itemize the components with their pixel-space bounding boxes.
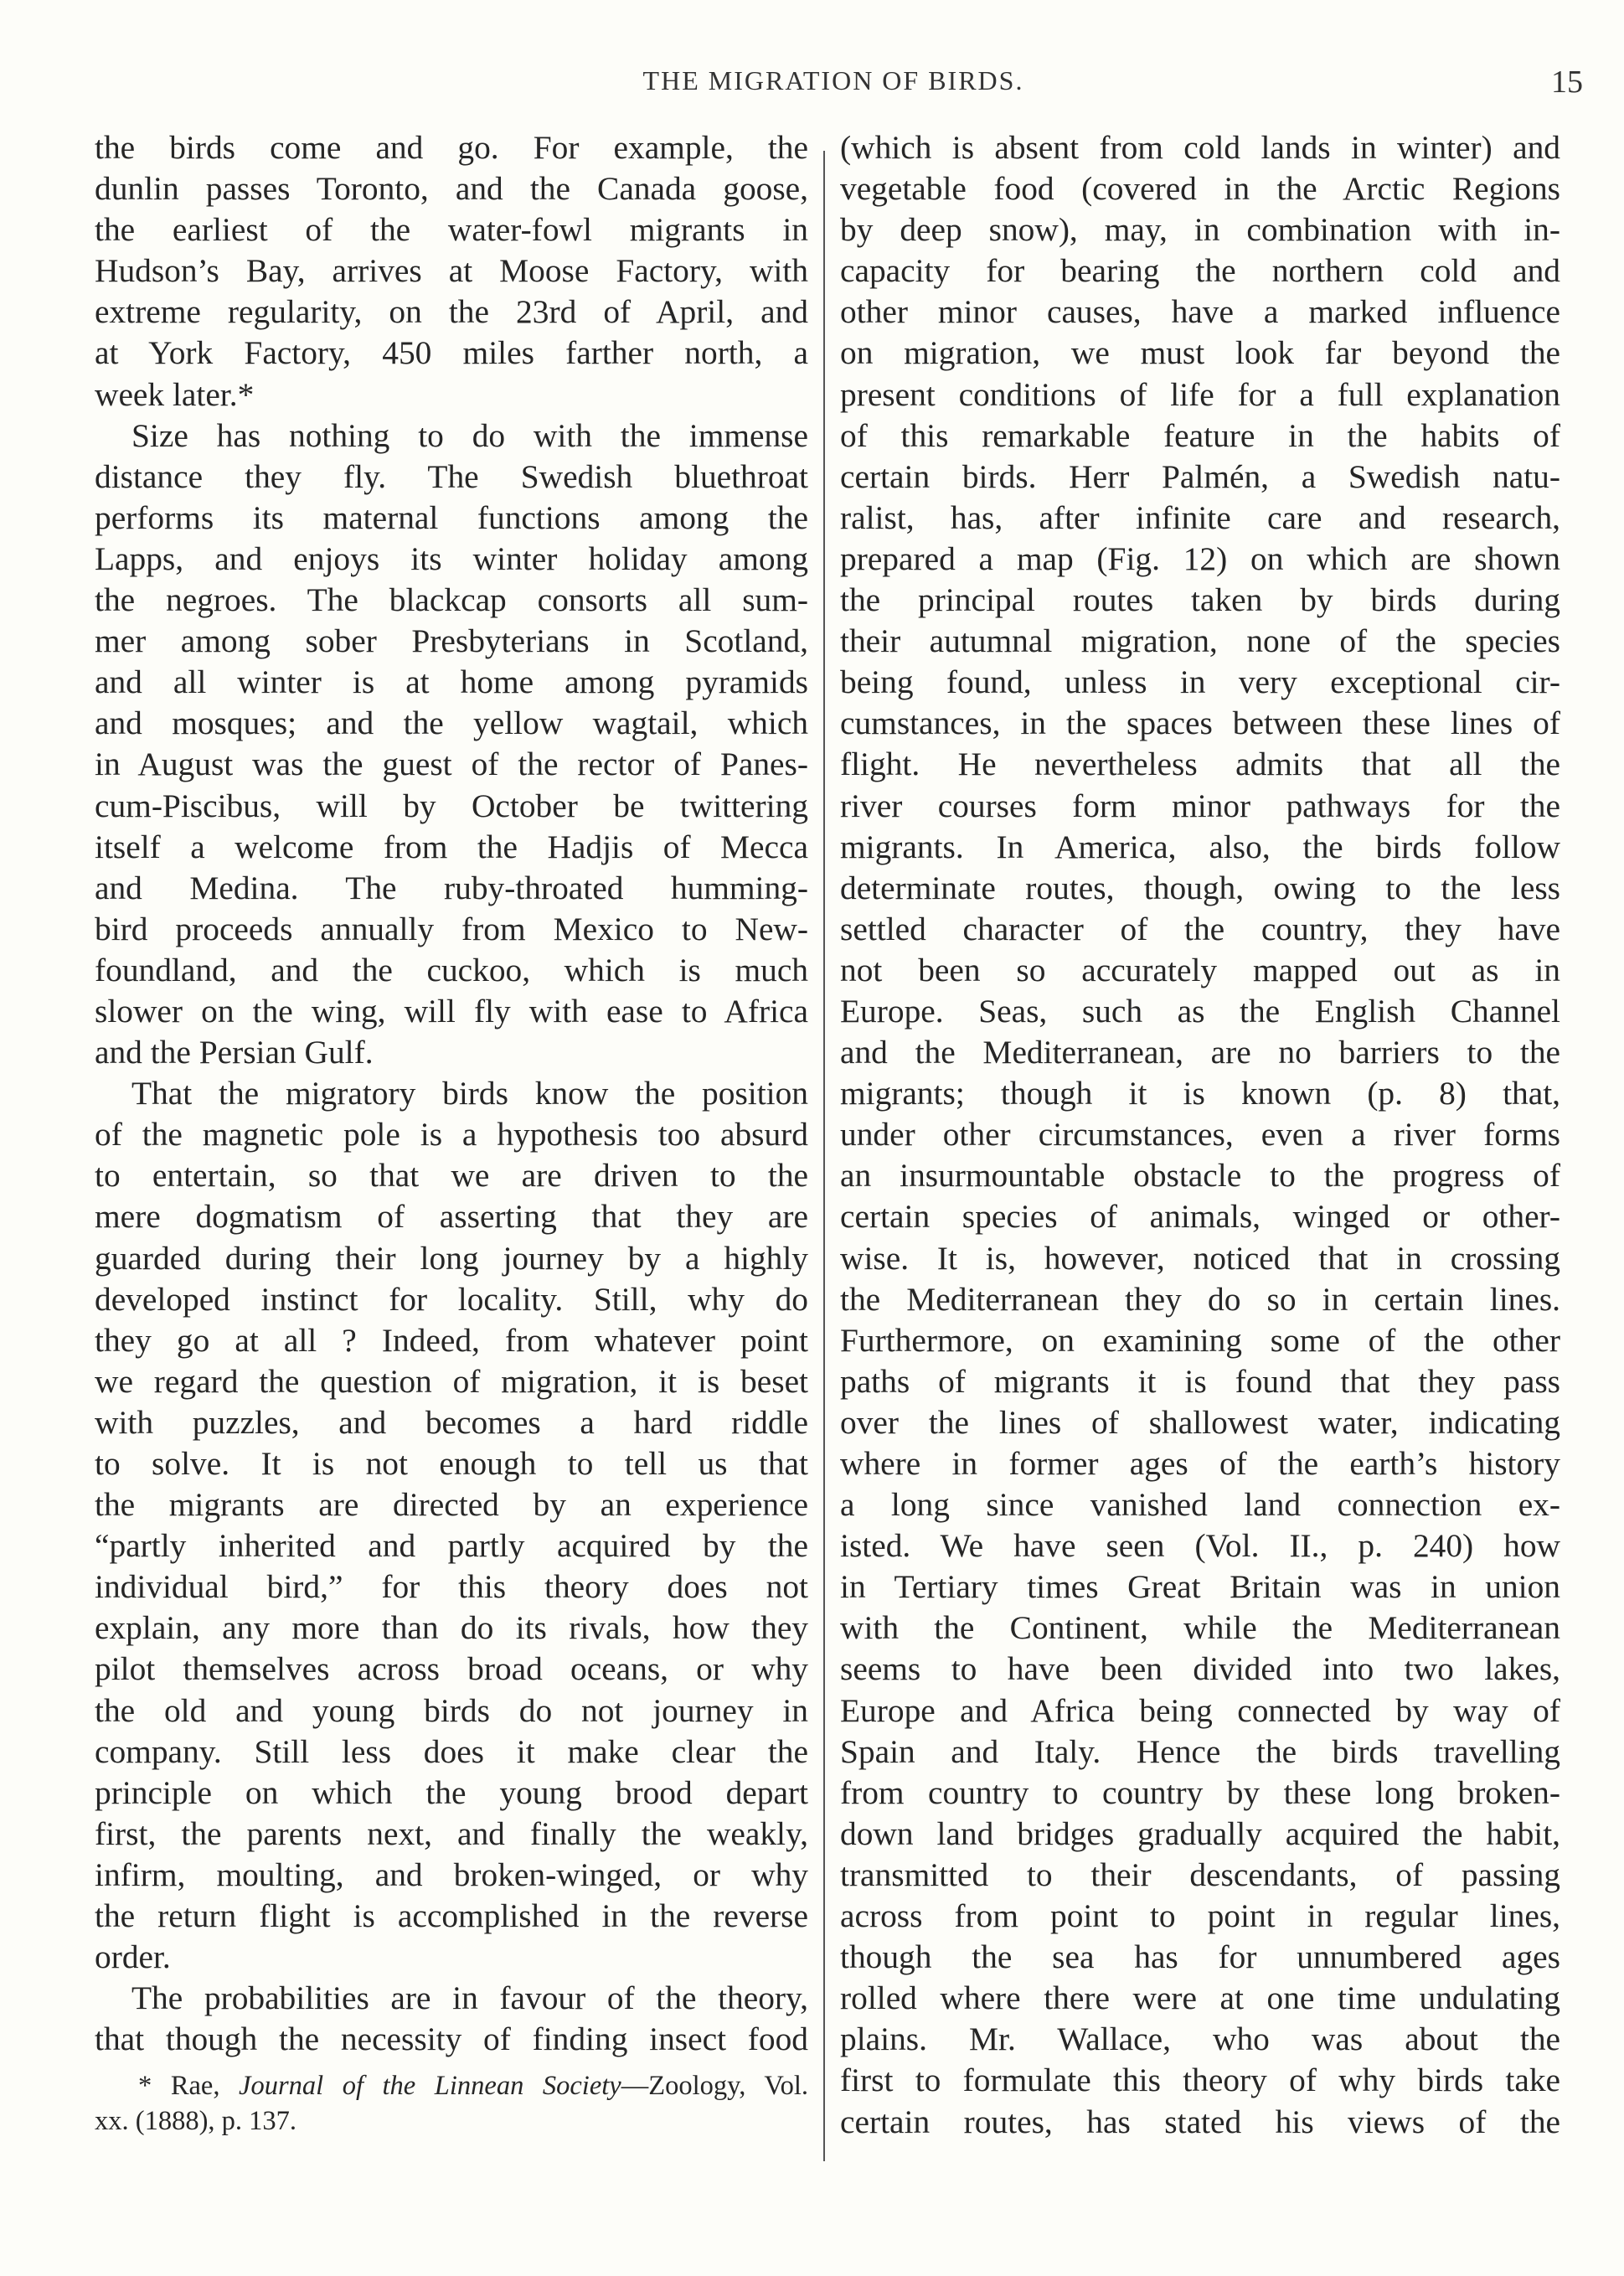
text-line: certain birds. Herr Palmén, a Swedish natu- xyxy=(840,457,1560,495)
text-line: prepared a map (Fig. 12) on which are shown xyxy=(840,539,1560,577)
text-line: and all winter is at home among pyramids xyxy=(95,663,808,701)
text-line: wise. It is, however, noticed that in crossing xyxy=(840,1239,1560,1277)
left-column xyxy=(95,127,808,2139)
text-line: performs its maternal functions among the xyxy=(95,498,808,536)
text-line: with puzzles, and becomes a hard riddle xyxy=(95,1403,808,1441)
text-line: Hudson’s Bay, arrives at Moose Factory, with xyxy=(95,252,808,290)
page-number: 15 xyxy=(1551,65,1583,100)
text-line: and the Persian Gulf. xyxy=(95,1034,374,1071)
right-column xyxy=(840,127,1560,2143)
text-line: ralist, has, after infinite care and research, xyxy=(840,498,1560,536)
text-line: seems to have been divided into two lakes, xyxy=(840,1650,1560,1688)
text-line: vegetable food (covered in the Arctic Regions xyxy=(840,170,1560,208)
text-line: present conditions of life for a full explanation xyxy=(840,375,1560,413)
page-header xyxy=(84,60,1583,111)
text-line: “partly inherited and partly acquired by the xyxy=(95,1527,808,1565)
text-line: week later.* xyxy=(95,375,255,413)
text-line: pilot themselves across broad oceans, or why xyxy=(95,1650,808,1688)
text-line: certain species of animals, winged or other- xyxy=(840,1198,1560,1236)
text-line: rolled where there were at one time undulating xyxy=(840,1979,1560,2017)
text-line: and the Mediterranean, are no barriers to the xyxy=(840,1034,1560,1071)
text-line: river courses form minor pathways for the xyxy=(840,787,1560,824)
text-line: the migrants are directed by an experience xyxy=(95,1486,808,1524)
text-line: order. xyxy=(95,1938,171,1976)
text-line: cum-Piscibus, will by October be twittering xyxy=(95,787,808,824)
text-line: infirm, moulting, and broken-winged, or why xyxy=(95,1855,808,1893)
text-line: principle on which the young brood depart xyxy=(95,1773,808,1811)
text-line: Size has nothing to do with the immense xyxy=(131,416,808,454)
text-line: the Mediterranean they do so in certain lines. xyxy=(840,1280,1560,1318)
text-line: being found, unless in very exceptional cir- xyxy=(840,663,1560,701)
text-line: other minor causes, have a marked influence xyxy=(840,293,1560,331)
text-line: on migration, we must look far beyond the xyxy=(840,334,1560,372)
text-line: Spain and Italy. Hence the birds travelling xyxy=(840,1732,1560,1770)
text-line: guarded during their long journey by a highly xyxy=(95,1239,808,1277)
column-divider xyxy=(823,151,825,2161)
footnote xyxy=(95,2068,808,2139)
text-line: we regard the question of migration, it is beset xyxy=(95,1362,808,1400)
text-line: slower on the wing, will fly with ease to Africa xyxy=(95,992,808,1030)
text-line: an insurmountable obstacle to the progress of xyxy=(840,1157,1560,1195)
text-line: the earliest of the water-fowl migrants in xyxy=(95,211,808,249)
footnote-line: xx. (1888), p. 137. xyxy=(95,2106,297,2137)
text-line: company. Still less does it make clear the xyxy=(95,1732,808,1770)
text-line: migrants. In America, also, the birds follow xyxy=(840,828,1560,865)
text-line: and Medina. The ruby-throated humming- xyxy=(95,869,808,906)
text-line: of this remarkable feature in the habits of xyxy=(840,416,1560,454)
text-line: of the magnetic pole is a hypothesis too absurd xyxy=(95,1116,808,1153)
text-line: with the Continent, while the Mediterranean xyxy=(840,1609,1560,1647)
text-line: flight. He nevertheless admits that all the xyxy=(840,746,1560,783)
text-line: down land bridges gradually acquired the habit, xyxy=(840,1814,1560,1852)
text-line: from country to country by these long broken- xyxy=(840,1773,1560,1811)
text-line: first to formulate this theory of why birds take xyxy=(840,2062,1560,2099)
text-line: capacity for bearing the northern cold and xyxy=(840,252,1560,290)
text-line: determinate routes, though, owing to the less xyxy=(840,869,1560,906)
text-line: the birds come and go. For example, the xyxy=(95,129,808,166)
footnote-rest: —Zoology, Vol. xyxy=(621,2071,809,2102)
text-line: the negroes. The blackcap consorts all sum- xyxy=(95,581,808,619)
text-line: in August was the guest of the rector of Panes- xyxy=(95,746,808,783)
text-line: bird proceeds annually from Mexico to New- xyxy=(95,910,808,947)
text-line: settled character of the country, they have xyxy=(840,910,1560,947)
text-line: distance they fly. The Swedish bluethroat xyxy=(95,457,808,495)
text-line: first, the parents next, and finally the weakly, xyxy=(95,1814,808,1852)
text-line: they go at all ? Indeed, from whatever point xyxy=(95,1321,808,1359)
text-line: itself a welcome from the Hadjis of Mecca xyxy=(95,828,808,865)
text-line: certain routes, has stated his views of the xyxy=(840,2103,1560,2140)
text-line: to solve. It is not enough to tell us that xyxy=(95,1445,808,1482)
text-line: (which is absent from cold lands in winter) and xyxy=(840,129,1560,166)
text-line: Europe. Seas, such as the English Channel xyxy=(840,992,1560,1030)
text-line: isted. We have seen (Vol. II., p. 240) how xyxy=(840,1527,1560,1565)
text-line: over the lines of shallowest water, indicating xyxy=(840,1403,1560,1441)
text-line: The probabilities are in favour of the theory, xyxy=(131,1979,808,2017)
text-line: their autumnal migration, none of the species xyxy=(840,622,1560,660)
text-line: plains. Mr. Wallace, who was about the xyxy=(840,2021,1560,2058)
text-line: foundland, and the cuckoo, which is much xyxy=(95,951,808,988)
text-line: transmitted to their descendants, of passing xyxy=(840,1855,1560,1893)
text-line: and mosques; and the yellow wagtail, which xyxy=(95,704,808,742)
text-line: that though the necessity of finding insect food xyxy=(95,2021,808,2058)
text-line: in Tertiary times Great Britain was in union xyxy=(840,1568,1560,1606)
footnote-author: Rae, xyxy=(170,2071,220,2102)
text-line: a long since vanished land connection ex- xyxy=(840,1486,1560,1524)
text-line: at York Factory, 450 miles farther north, a xyxy=(95,334,808,372)
text-line: developed instinct for locality. Still, why do xyxy=(95,1280,808,1318)
text-line: though the sea has for unnumbered ages xyxy=(840,1938,1560,1976)
text-line: across from point to point in regular lines, xyxy=(840,1897,1560,1935)
text-line: to entertain, so that we are driven to the xyxy=(95,1157,808,1195)
text-line: the old and young birds do not journey in xyxy=(95,1691,808,1729)
text-line: Furthermore, on examining some of the other xyxy=(840,1321,1560,1359)
text-line: paths of migrants it is found that they pass xyxy=(840,1362,1560,1400)
text-line: migrants; though it is known (p. 8) that, xyxy=(840,1075,1560,1112)
text-line: cumstances, in the spaces between these lines of xyxy=(840,704,1560,742)
text-line: the principal routes taken by birds during xyxy=(840,581,1560,619)
text-line: Europe and Africa being connected by way of xyxy=(840,1691,1560,1729)
text-line: That the migratory birds know the position xyxy=(131,1075,808,1112)
text-line: the return flight is accomplished in the reverse xyxy=(95,1897,808,1935)
text-line: by deep snow), may, in combination with in- xyxy=(840,211,1560,249)
text-line: not been so accurately mapped out as in xyxy=(840,951,1560,988)
text-line: Lapps, and enjoys its winter holiday among xyxy=(95,539,808,577)
footnote-line xyxy=(95,2068,808,2103)
text-line: where in former ages of the earth’s history xyxy=(840,1445,1560,1482)
text-line: mere dogmatism of asserting that they are xyxy=(95,1198,808,1236)
text-line: mer among sober Presbyterians in Scotland, xyxy=(95,622,808,660)
text-line: dunlin passes Toronto, and the Canada goose, xyxy=(95,170,808,208)
text-line: extreme regularity, on the 23rd of April, and xyxy=(95,293,808,331)
text-line: explain, any more than do its rivals, how they xyxy=(95,1609,808,1647)
text-line: individual bird,” for this theory does not xyxy=(95,1568,808,1606)
text-line: under other circumstances, even a river forms xyxy=(840,1116,1560,1153)
footnote-journal: Journal of the Linnean Society xyxy=(239,2071,621,2102)
footnote-marker: * xyxy=(138,2071,152,2102)
running-title: THE MIGRATION OF BIRDS. xyxy=(642,65,1024,95)
